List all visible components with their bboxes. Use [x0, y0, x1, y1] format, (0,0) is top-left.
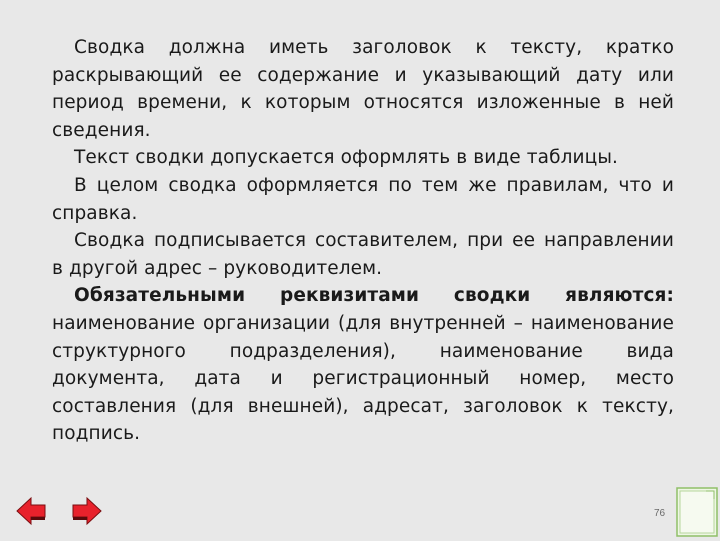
slide-body — [52, 34, 674, 448]
requisites-lead: Обязательными реквизитами сводки являются: — [74, 285, 674, 307]
arrow-left-icon — [14, 494, 48, 528]
paragraph-signature: Сводка подписывается составителем, при ее направлении в другой адрес – руководителем. — [52, 230, 674, 279]
paragraph-title-requirement: Сводка должна иметь заголовок к тексту, кратко раскрывающий ее содержание и указывающий дату или период времени, к которым относятся изложенные в ней сведения. — [52, 37, 674, 141]
paragraph-requisites — [52, 282, 674, 448]
page-corner-decoration — [676, 487, 718, 537]
paragraph-general-rules: В целом сводка оформляется по тем же правилам, что и справка. — [52, 174, 674, 224]
paragraph-table-format: Текст сводки допускается оформлять в виде таблицы. — [74, 147, 619, 169]
document-corner-icon — [676, 487, 718, 537]
arrow-right-icon — [70, 494, 104, 528]
requisites-text: наименование организации (для внутренней – наименование структурного подразделения), наименование вида документа, дата и регистрационный номер, место составления (для внешней), адресат, заголовок к тексту, подпись. — [52, 312, 674, 445]
page-number: 76 — [654, 508, 666, 519]
next-slide-button[interactable] — [70, 494, 104, 528]
previous-slide-button[interactable] — [14, 494, 48, 528]
